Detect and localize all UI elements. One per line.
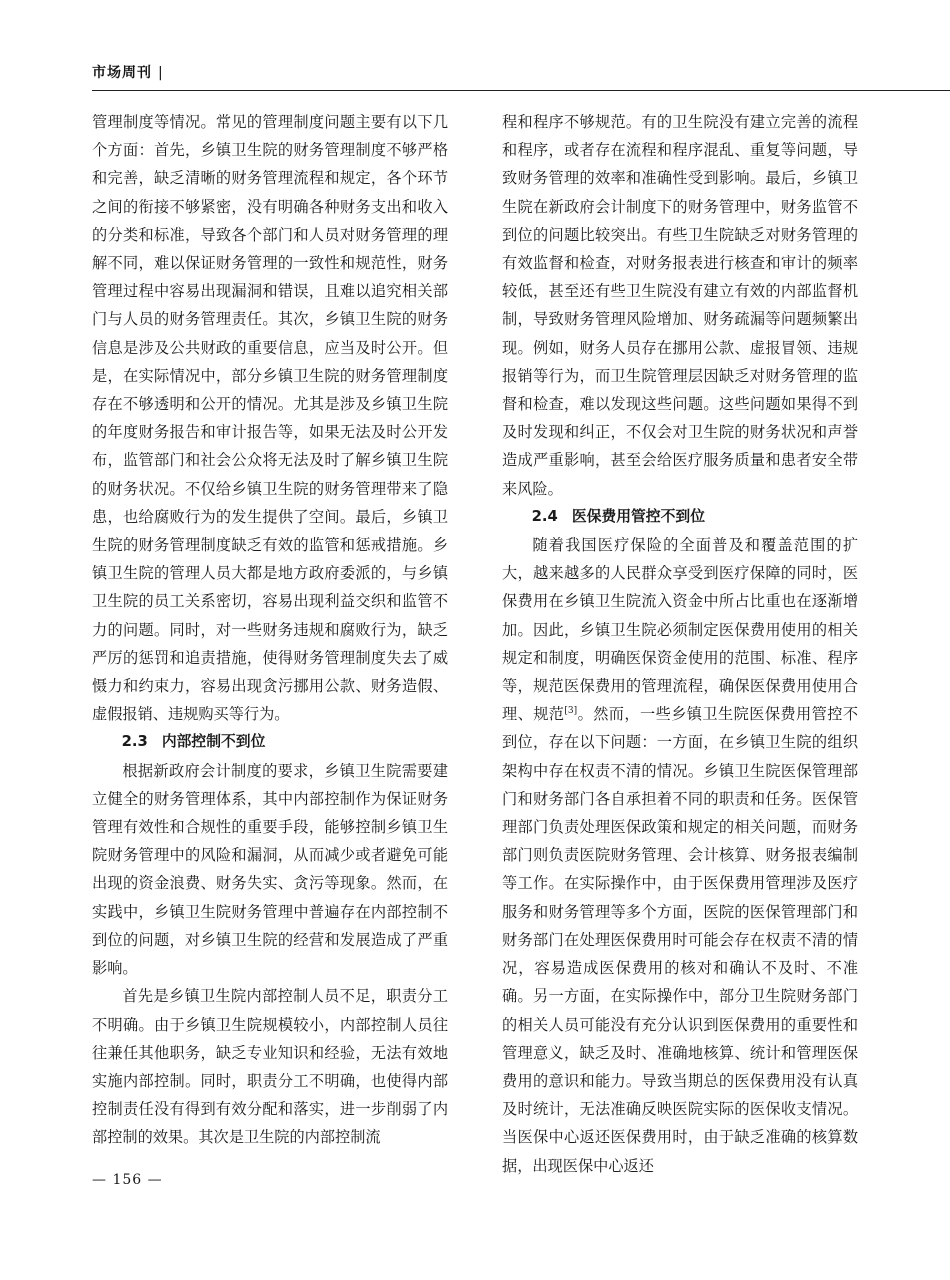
- section-title: 内部控制不到位: [161, 733, 266, 751]
- section-number: 2.3: [121, 733, 148, 751]
- paragraph-text: 。然而，一些乡镇卫生院医保费用管控不到位，存在以下问题：一方面，在乡镇卫生院的组织架构中存在权责不清的情况。乡镇卫生院医保管理部门和财务部门各自承担着不同的职责和任务。医保管理部门负责处理医保政策和规定的相关问题，而财务部门则负责医院财务管理、会计核算、财务报表编制等工作。在实际操作中，由于医保费用管理涉及医疗服务和财务管理等多个方面，医院的医保管理部门和财务部门在处理医保费用时可能会存在权责不清的情况，容易造成医保费用的核对和确认不及时、不准确。另一方面，在实际操作中，部分卫生院财务部门的相关人员可能没有充分认识到医保费用的重要性和管理意义，缺乏及时、准确地核算、统计和管理医保费用的意识和能力。导致当期总的医保费用没有认真及时统计，无法准确反映医院实际的医保收支情况。当医保中心返还医保费用时，由于缺乏准确的核算数据，出现医保中心返还: [502, 705, 859, 1175]
- right-column: [502, 108, 858, 1180]
- header-rule: [92, 90, 950, 91]
- paragraph: 首先是乡镇卫生院内部控制人员不足，职责分工不明确。由于乡镇卫生院规模较小，内部控制人员往往兼任其他职务，缺乏专业知识和经验，无法有效地实施内部控制。同时，职责分工不明确，也使得内部控制责任没有得到有效分配和落实，进一步削弱了内部控制的效果。其次是卫生院的内部控制流: [92, 987, 448, 1147]
- section-number: 2.4: [531, 507, 558, 525]
- section-heading-2-3: [92, 728, 448, 756]
- paragraph: 程和程序不够规范。有的卫生院没有建立完善的流程和程序，或者存在流程和程序混乱、重复等问题，导致财务管理的效率和准确性受到影响。最后，乡镇卫生院在新政府会计制度下的财务管理中，财务监管不到位的问题比较突出。有些卫生院缺乏对财务管理的有效监督和检查，对财务报表进行核查和审计的频率较低，甚至还有些卫生院没有建立有效的内部监督机制，导致财务管理风险增加、财务疏漏等问题频繁出现。例如，财务人员存在挪用公款、虚报冒领、违规报销等行为，而卫生院管理层因缺乏对财务管理的监督和检查，难以发现这些问题。这些问题如果得不到及时发现和纠正，不仅会对卫生院的财务状况和声誉造成严重影响，甚至会给医疗服务质量和患者安全带来风险。: [502, 113, 858, 498]
- paragraph: 根据新政府会计制度的要求，乡镇卫生院需要建立健全的财务管理体系，其中内部控制作为保证财务管理有效性和合规性的重要手段，能够控制乡镇卫生院财务管理中的风险和漏洞，从而减少或者避免可能出现的资金浪费、财务失实、贪污等现象。然而，在实践中，乡镇卫生院财务管理中普遍存在内部控制不到位的问题，对乡镇卫生院的经营和发展造成了严重影响。: [92, 761, 448, 978]
- journal-name: 市场周刊: [92, 65, 152, 81]
- paragraph-text: 随着我国医疗保险的全面普及和覆盖范围的扩大，越来越多的人民群众享受到医疗保障的同时，医保费用在乡镇卫生院流入资金中所占比重也在逐渐增加。因此，乡镇卫生院必须制定医保费用使用的相关规定和制度，明确医保资金使用的范围、标准、程序等，规范医保费用的管理流程，确保医保费用使用合理、规范: [502, 536, 858, 724]
- running-header: [92, 62, 164, 82]
- left-column: [92, 108, 448, 1152]
- section-title: 医保费用管控不到位: [571, 507, 705, 525]
- paragraph: 管理制度等情况。常见的管理制度问题主要有以下几个方面：首先，乡镇卫生院的财务管理制度不够严格和完善，缺乏清晰的财务管理流程和规定，各个环节之间的衔接不够紧密，没有明确各种财务支出和收入的分类和标准，导致各个部门和人员对财务管理的理解不同，难以保证财务管理的一致性和规范性，财务管理过程中容易出现漏洞和错误，且难以追究相关部门与人员的财务管理责任。其次，乡镇卫生院的财务信息是涉及公共财政的重要信息，应当及时公开。但是，在实际情况中，部分乡镇卫生院的财务管理制度存在不够透明和公开的情况。尤其是涉及乡镇卫生院的年度财务报告和审计报告等，如果无法及时公开发布，监管部门和社会公众将无法及时了解乡镇卫生院的财务状况。不仅给乡镇卫生院的财务管理带来了隐患，也给腐败行为的发生提供了空间。最后，乡镇卫生院的财务管理制度缺乏有效的监管和惩戒措施。乡镇卫生院的管理人员大都是地方政府委派的，与乡镇卫生院的员工关系密切，容易出现利益交织和监管不力的问题。同时，对一些财务违规和腐败行为，缺乏严厉的惩罚和追责措施，使得财务管理制度失去了威慑力和约束力，容易出现贪污挪用公款、财务造假、虚假报销、违规购买等行为。: [92, 113, 448, 724]
- citation-marker: [3]: [564, 706, 578, 717]
- section-heading-2-4: [502, 503, 858, 531]
- page-number: — 156 —: [92, 1172, 163, 1188]
- paragraph: [502, 531, 858, 1180]
- header-separator: |: [158, 65, 164, 81]
